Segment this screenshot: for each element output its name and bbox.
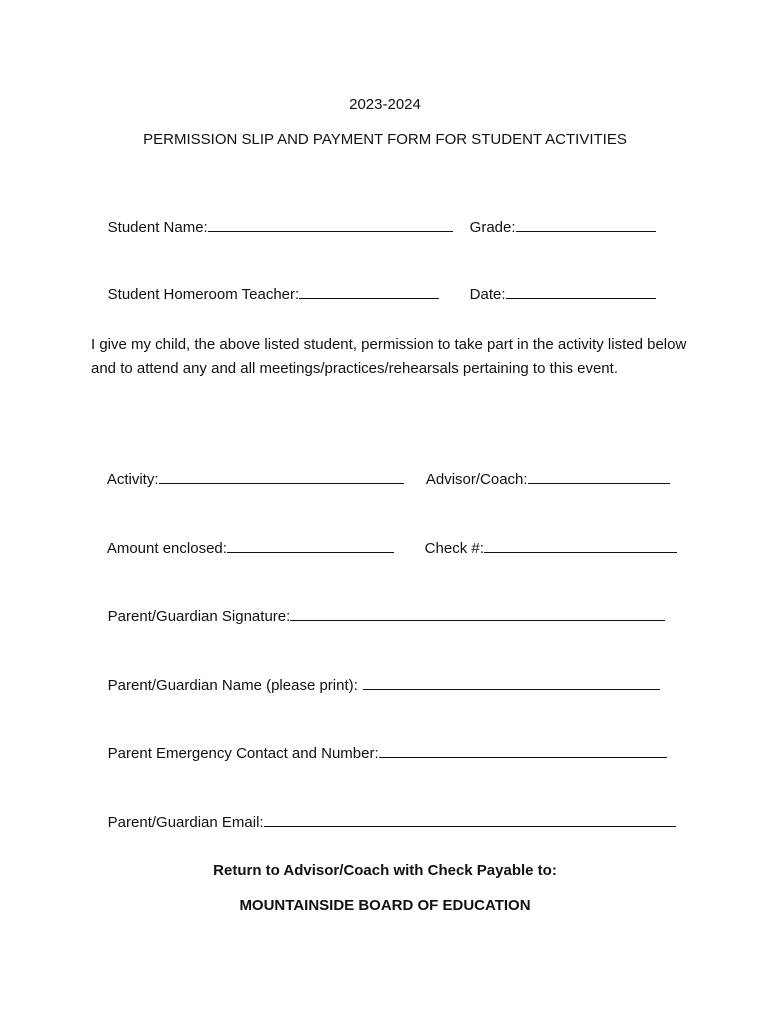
date-field[interactable] [506,285,656,299]
activity-label: Activity: [106,471,159,488]
email-field[interactable] [264,813,676,827]
grade-row [453,200,656,255]
email-label: Parent/Guardian Email: [107,814,264,831]
emergency-label: Parent Emergency Contact and Number: [107,745,379,762]
amount-label: Amount enclosed: [106,540,227,557]
check-label: Check #: [424,540,484,557]
homeroom-field[interactable] [299,285,439,299]
signature-row [91,589,665,644]
advisor-label: Advisor/Coach: [425,471,528,488]
student-name-row [91,200,453,255]
grade-field[interactable] [516,218,656,232]
activity-row [91,452,404,507]
amount-field[interactable] [227,539,394,553]
parent-name-label: Parent/Guardian Name (please print): [107,677,358,694]
email-row [91,795,676,850]
homeroom-row [91,267,439,322]
amount-row [91,521,394,576]
date-row [453,267,656,322]
homeroom-label: Student Homeroom Teacher: [107,286,300,303]
parent-name-row [91,658,660,713]
parent-name-field[interactable] [363,676,660,690]
permission-statement: I give my child, the above listed student, permission to take part in the activity listed below and to attend any and all meetings/practices/rehearsals pertaining to this event. [91,336,687,377]
activity-field[interactable] [159,470,404,484]
signature-field[interactable] [290,607,665,621]
grade-label: Grade: [469,219,516,236]
return-instructions: Return to Advisor/Coach with Check Payable to: [213,862,557,879]
emergency-row [91,726,667,781]
date-label: Date: [469,286,506,303]
form-title: PERMISSION SLIP AND PAYMENT FORM FOR STUDENT ACTIVITIES [143,131,627,148]
advisor-field[interactable] [528,470,670,484]
school-year: 2023-2024 [349,96,421,113]
check-number-field[interactable] [484,539,677,553]
signature-label: Parent/Guardian Signature: [107,608,291,625]
student-name-field[interactable] [208,218,453,232]
payee-name: MOUNTAINSIDE BOARD OF EDUCATION [239,897,531,914]
emergency-contact-field[interactable] [379,744,667,758]
student-name-label: Student Name: [107,219,208,236]
advisor-row [410,452,670,507]
check-row [408,521,677,576]
